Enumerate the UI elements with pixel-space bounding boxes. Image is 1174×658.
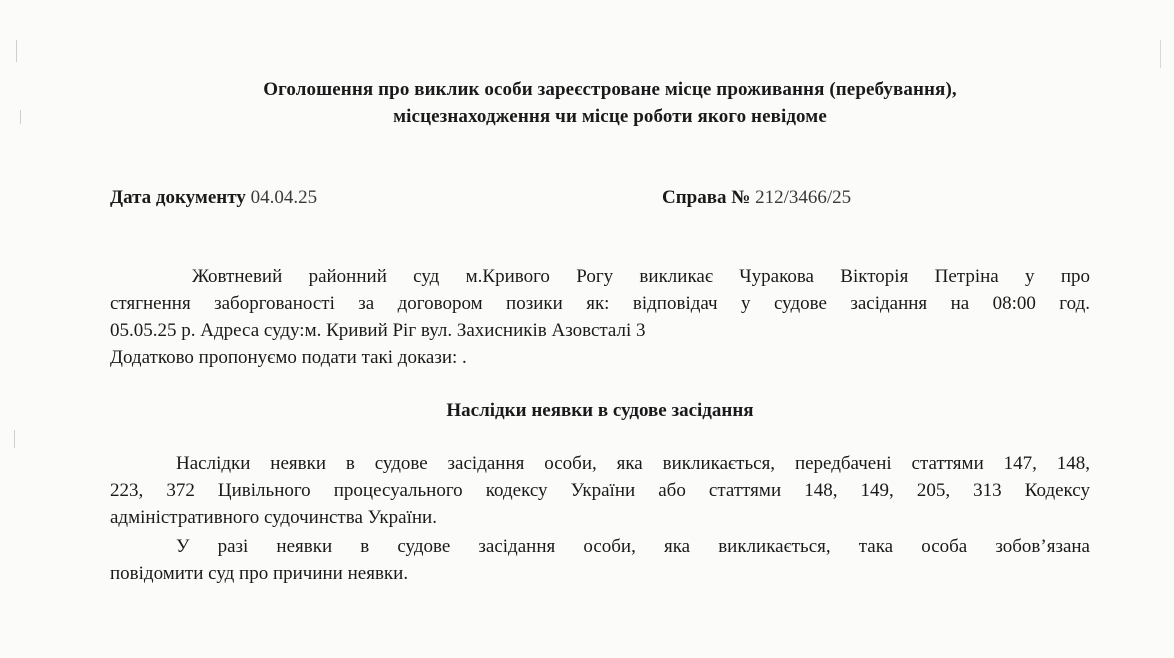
- date-label: Дата документу: [110, 187, 246, 208]
- case-label: Справа №: [662, 187, 751, 208]
- duty-line-1: У разі неявки в судове засідання особи, яка викликається, така особа зобов’язана: [176, 536, 1090, 557]
- summons-paragraph: [110, 263, 1090, 371]
- summons-line-4: Додатково пропонуємо подати такі докази: .: [110, 347, 467, 368]
- title-line-1: Оголошення про виклик особи зареєстроване місце проживання (перебування),: [263, 79, 957, 100]
- case-number: [662, 186, 851, 210]
- scan-edge-mark: [14, 430, 15, 448]
- scan-edge-mark: [1160, 40, 1161, 68]
- consequences-line-3: адміністративного судочинства України.: [110, 507, 437, 528]
- consequences-line-2: 223, 372 Цивільного процесуального кодексу України або статтями 148, 149, 205, 313 Кодексу: [110, 480, 1090, 501]
- scan-edge-mark: [20, 110, 21, 124]
- duty-line-2: повідомити суд про причини неявки.: [110, 563, 409, 584]
- title-line-2: місцезнаходження чи місце роботи якого невідоме: [393, 106, 827, 127]
- consequences-paragraph: [110, 450, 1090, 531]
- document-date: [110, 186, 317, 210]
- duty-paragraph: [110, 533, 1090, 587]
- case-value: 212/3466/25: [755, 187, 852, 208]
- section-heading: Наслідки неявки в судове засідання: [446, 400, 754, 421]
- document-title: [110, 76, 1110, 130]
- date-value: 04.04.25: [250, 187, 318, 208]
- scan-edge-mark: [16, 40, 17, 62]
- consequences-line-1: Наслідки неявки в судове засідання особи, яка викликається, передбачені статтями 147, 148,: [176, 453, 1090, 474]
- summons-line-2: стягнення заборгованості за договором позики як: відповідач у судове засідання на 08:00 год.: [110, 293, 1090, 314]
- summons-line-3: 05.05.25 р. Адреса суду:м. Кривий Ріг вул. Захисників Азовсталі 3: [110, 320, 646, 341]
- summons-line-1: Жовтневий районний суд м.Кривого Рогу викликає Чуракова Вікторія Петріна у про: [192, 266, 1090, 287]
